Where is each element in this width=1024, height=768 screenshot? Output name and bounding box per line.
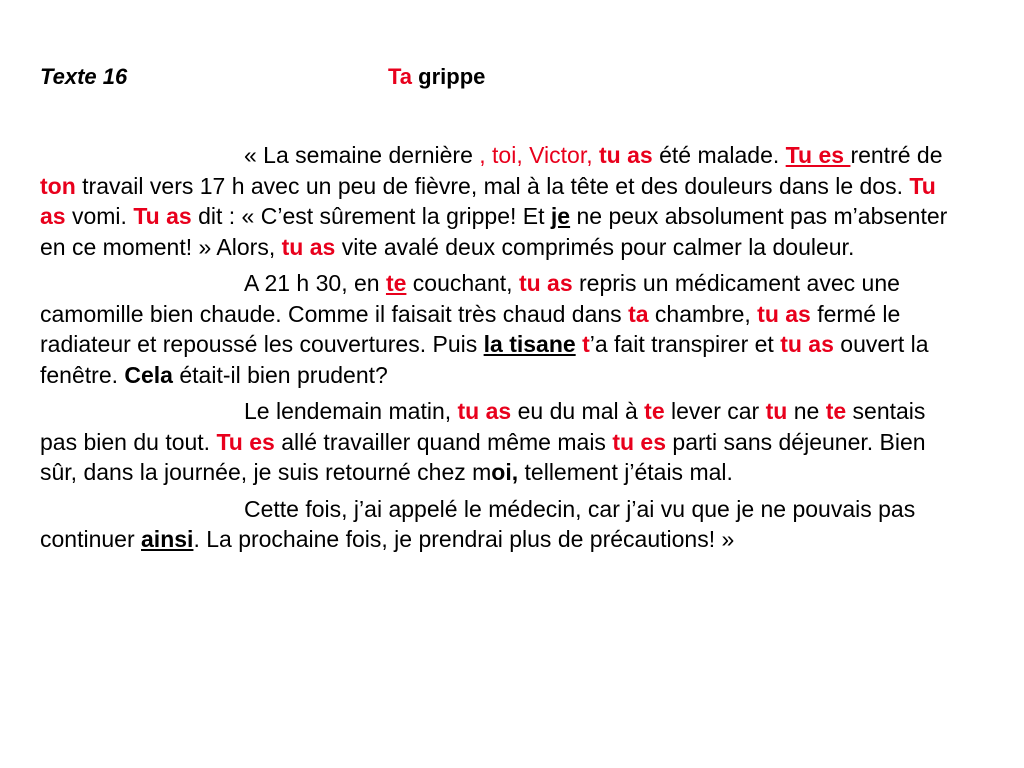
- highlighted-word: Tu as: [40, 172, 936, 229]
- text-run: repris un médicament avec une camomille bien chaude. Comme il faisait très chaud dans: [40, 270, 900, 327]
- highlighted-word: tu as: [518, 270, 573, 296]
- text-number-label: Texte 16: [40, 64, 128, 89]
- title-red-word: Ta: [388, 64, 413, 89]
- paragraph: [40, 494, 960, 555]
- highlighted-word: , toi, Victor,: [479, 142, 593, 168]
- text-run: parti sans déjeuner. Bien sûr, dans la journée, je suis retourné chez m: [40, 428, 926, 485]
- text-run: vite avalé deux comprimés pour calmer la douleur.: [335, 233, 855, 260]
- paragraph: [40, 140, 960, 262]
- highlighted-word: Cela: [124, 361, 173, 388]
- highlighted-word: te: [385, 270, 407, 296]
- highlighted-word: te: [825, 398, 847, 424]
- highlighted-word: tu as: [457, 398, 512, 424]
- title-rest: grippe: [418, 64, 486, 89]
- text-run: Le lendemain matin,: [244, 398, 458, 424]
- paragraph: [40, 396, 960, 488]
- text-run: allé travailler quand même mais: [274, 428, 613, 455]
- body-text: [40, 140, 960, 561]
- text-run: vomi.: [65, 203, 134, 229]
- text-run: chambre,: [648, 300, 758, 327]
- text-run: ne: [787, 398, 826, 424]
- text-run: fermé le radiateur et repoussé les couvertures. Puis: [40, 300, 901, 357]
- highlighted-word: tu as: [281, 233, 336, 260]
- highlighted-word: oi,: [491, 459, 519, 485]
- highlighted-word: ton: [40, 172, 76, 199]
- text-run: lever car: [664, 398, 766, 424]
- highlighted-word: Tu es: [785, 142, 851, 168]
- highlighted-word: tu as: [757, 300, 811, 327]
- highlighted-word: te: [644, 398, 665, 424]
- text-run: été malade.: [652, 142, 786, 168]
- text-run: Cette fois, j’ai appelé le médecin, car j’ai vu que je ne pouvais pas continuer: [40, 495, 916, 552]
- text-run: ’a fait transpirer et: [589, 331, 781, 357]
- text-run: dit : « C’est sûrement la grippe! Et: [191, 203, 551, 229]
- highlighted-word: tu as: [599, 142, 653, 168]
- text-run: couchant,: [406, 270, 519, 296]
- text-run: « La semaine dernière: [244, 142, 480, 168]
- highlighted-word: la tisane: [483, 331, 576, 357]
- highlighted-word: tu es: [612, 428, 667, 455]
- text-run: ouvert la fenêtre.: [40, 331, 929, 388]
- header: [40, 64, 984, 98]
- highlighted-word: tu: [765, 398, 788, 424]
- highlighted-word: ta: [628, 300, 649, 327]
- paragraph: [40, 268, 960, 390]
- highlighted-word: t: [582, 331, 590, 357]
- text-run: ne peux absolument pas m’absenter en ce moment! » Alors,: [40, 203, 948, 260]
- text-run: rentré de: [850, 142, 943, 168]
- text-run: travail vers 17 h avec un peu de fièvre, mal à la tête et des douleurs dans le dos.: [75, 172, 910, 199]
- highlighted-word: Tu as: [133, 203, 192, 229]
- text-run: sentais pas bien du tout.: [40, 398, 926, 455]
- text-title: [388, 64, 485, 90]
- text-run: . La prochaine fois, je prendrai plus de précautions! »: [193, 526, 735, 552]
- text-run: A 21 h 30, en: [244, 270, 386, 296]
- text-run: était-il bien prudent?: [172, 361, 388, 388]
- text-run: tellement j’étais mal.: [518, 459, 733, 485]
- highlighted-word: Tu es: [216, 428, 275, 455]
- highlighted-word: je: [550, 203, 571, 229]
- text-run: eu du mal à: [511, 398, 645, 424]
- highlighted-word: tu as: [780, 331, 834, 357]
- highlighted-word: ainsi: [141, 526, 194, 552]
